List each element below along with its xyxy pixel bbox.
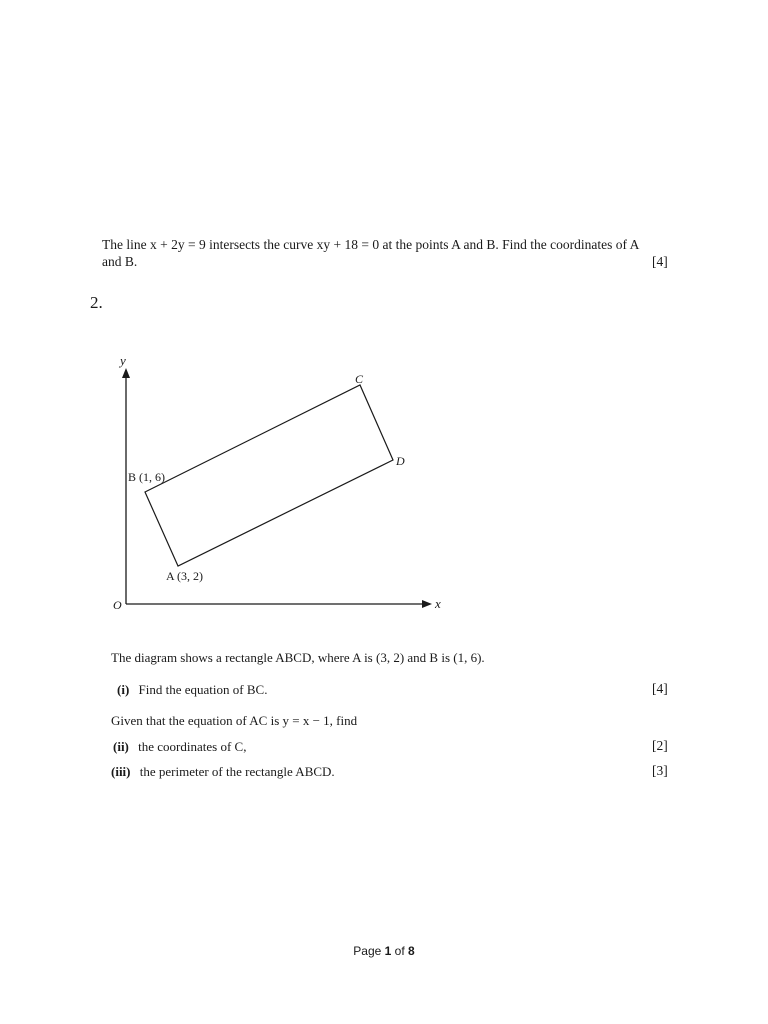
y-axis-label: y bbox=[120, 353, 126, 368]
footer-current-page: 1 bbox=[384, 944, 392, 958]
y-axis-arrow bbox=[122, 368, 130, 378]
part-ii-number: (ii) bbox=[113, 739, 129, 754]
rectangle-abcd bbox=[145, 385, 393, 566]
part-iii bbox=[111, 764, 335, 780]
question2-number: 2. bbox=[90, 293, 103, 312]
part-iii-marks: [3] bbox=[652, 763, 668, 778]
part-i-marks: [4] bbox=[652, 681, 668, 696]
part-ii-marks: [2] bbox=[652, 738, 668, 753]
part-ii-text: the coordinates of C, bbox=[138, 739, 247, 754]
question1-marks: [4] bbox=[652, 254, 668, 269]
footer-middle: of bbox=[391, 944, 409, 958]
question2-intro: The diagram shows a rectangle ABCD, where A is (3, 2) and B is (1, 6). bbox=[111, 650, 485, 665]
part-i-number: (i) bbox=[117, 682, 130, 697]
part-i-text: Find the equation of BC. bbox=[138, 682, 268, 697]
page-footer bbox=[0, 944, 768, 958]
point-a-label: A (3, 2) bbox=[166, 569, 203, 583]
point-d-label: D bbox=[396, 454, 405, 468]
origin-label: O bbox=[113, 598, 122, 612]
given-text: Given that the equation of AC is y = x − 1, find bbox=[111, 713, 358, 728]
x-axis-arrow bbox=[422, 600, 432, 608]
question1-line2: and B. bbox=[102, 254, 138, 269]
point-b-label: B (1, 6) bbox=[128, 470, 165, 484]
part-iii-text: the perimeter of the rectangle ABCD. bbox=[139, 764, 335, 779]
x-axis-label: x bbox=[435, 596, 441, 611]
part-ii bbox=[113, 739, 246, 755]
footer-total-pages: 8 bbox=[408, 944, 415, 958]
point-c-label: C bbox=[355, 372, 364, 386]
part-i bbox=[117, 682, 267, 698]
question1-line1: The line x + 2y = 9 intersects the curve xy + 18 = 0 at the points A and B. Find the coordinates of A bbox=[102, 237, 640, 252]
part-iii-number: (iii) bbox=[111, 764, 131, 779]
footer-prefix: Page bbox=[353, 944, 385, 958]
